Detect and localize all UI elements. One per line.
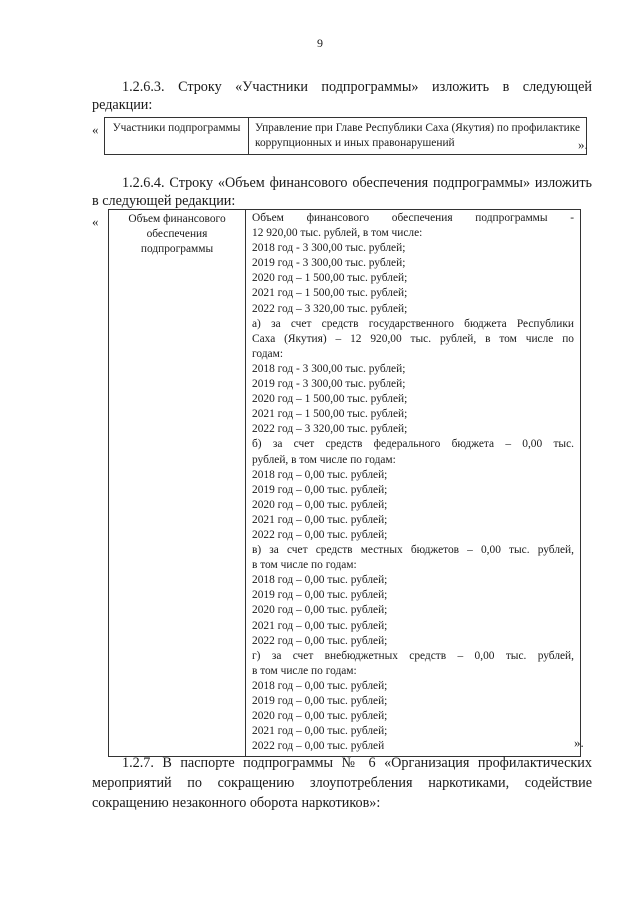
financing-line: 2018 год – 0,00 тыс. рублей; <box>252 574 388 587</box>
financing-line: годам: <box>252 347 283 360</box>
financing-line: в том числе по годам: <box>252 559 357 572</box>
financing-line: б) за счет средств федерального бюджета – 0,00 тыс. <box>252 438 574 451</box>
paragraph-text: 1.2.6.4. Строку «Объем финансового обеспечения подпрограммы» изложить в следующей редакции: <box>92 175 592 209</box>
financing-line: 2020 год – 0,00 тыс. рублей; <box>252 604 388 617</box>
financing-line: 2018 год – 0,00 тыс. рублей; <box>252 679 388 692</box>
paragraph-text: 1.2.6.3. Строку «Участники подпрограммы» изложить в следующей редакции: <box>92 79 592 113</box>
financing-line: 2019 год - 3 300,00 тыс. рублей; <box>252 378 406 391</box>
financing-line: 2021 год – 1 500,00 тыс. рублей; <box>252 287 408 300</box>
paragraph-text: 1.2.7. В паспорте подпрограммы № 6 «Организация профилактических мероприятий по сокращению злоупотребления наркотиками, содействие сокращению незаконного оборота наркотиков»: <box>92 755 592 811</box>
opening-quote: « <box>92 122 99 137</box>
paragraph-1-2-6-4 <box>92 174 592 210</box>
financing-line: г) за счет внебюджетных средств – 0,00 тыс. рублей, <box>252 649 574 662</box>
participants-value-cell: Управление при Главе Республики Саха (Якутия) по профилактике коррупционных и иных правонарушений <box>249 118 587 155</box>
financing-line: 2022 год – 0,00 тыс. рублей; <box>252 528 388 541</box>
financing-line: 2022 год – 0,00 тыс. рублей; <box>252 634 388 647</box>
financing-line: 2022 год – 3 320,00 тыс. рублей; <box>252 423 408 436</box>
financing-table <box>108 209 581 757</box>
financing-line: Объем финансового обеспечения подпрограммы - <box>252 212 574 224</box>
financing-line: 2019 год – 0,00 тыс. рублей; <box>252 589 388 602</box>
opening-quote: « <box>92 214 99 229</box>
financing-line: 2019 год – 0,00 тыс. рублей; <box>252 483 388 496</box>
financing-line: 2022 год – 3 320,00 тыс. рублей; <box>252 302 408 315</box>
financing-line: 2021 год – 1 500,00 тыс. рублей; <box>252 408 408 421</box>
table-row <box>109 210 581 757</box>
participants-table <box>104 117 587 155</box>
financing-line: 2020 год – 0,00 тыс. рублей; <box>252 498 388 511</box>
financing-line: рублей, в том числе по годам: <box>252 453 396 466</box>
financing-line: в) за счет средств местных бюджетов – 0,00 тыс. рублей, <box>252 544 574 557</box>
financing-line: 2018 год - 3 300,00 тыс. рублей; <box>252 242 406 255</box>
table-row <box>105 118 587 155</box>
financing-line: 2021 год – 0,00 тыс. рублей; <box>252 619 388 632</box>
financing-line: 2020 год – 1 500,00 тыс. рублей; <box>252 272 408 285</box>
financing-line: 12 920,00 тыс. рублей, в том числе: <box>252 227 423 240</box>
participants-label-cell: Участники подпрограммы <box>105 118 249 155</box>
financing-line: 2021 год – 0,00 тыс. рублей; <box>252 513 388 526</box>
financing-label-cell: Объем финансового обеспечения подпрограммы <box>109 210 246 757</box>
closing-quote: ». <box>578 137 588 152</box>
financing-line: 2018 год – 0,00 тыс. рублей; <box>252 468 388 481</box>
paragraph-1-2-7 <box>92 753 592 813</box>
financing-line: а) за счет средств государственного бюджета Республики <box>252 317 574 330</box>
financing-line: 2018 год - 3 300,00 тыс. рублей; <box>252 362 406 375</box>
closing-quote: ». <box>574 735 584 750</box>
financing-value-cell <box>246 210 581 757</box>
paragraph-1-2-6-3 <box>92 78 592 114</box>
financing-line: 2019 год - 3 300,00 тыс. рублей; <box>252 257 406 270</box>
financing-line: в том числе по годам: <box>252 664 357 677</box>
financing-line: Саха (Якутия) – 12 920,00 тыс. рублей, в том числе по <box>252 332 574 345</box>
financing-line: 2020 год – 1 500,00 тыс. рублей; <box>252 393 408 406</box>
page-number: 9 <box>317 36 323 50</box>
financing-line: 2020 год – 0,00 тыс. рублей; <box>252 710 388 723</box>
financing-line: 2019 год – 0,00 тыс. рублей; <box>252 695 388 707</box>
financing-line: 2021 год – 0,00 тыс. рублей; <box>252 725 388 738</box>
financing-line: 2022 год – 0,00 тыс. рублей <box>252 740 385 753</box>
